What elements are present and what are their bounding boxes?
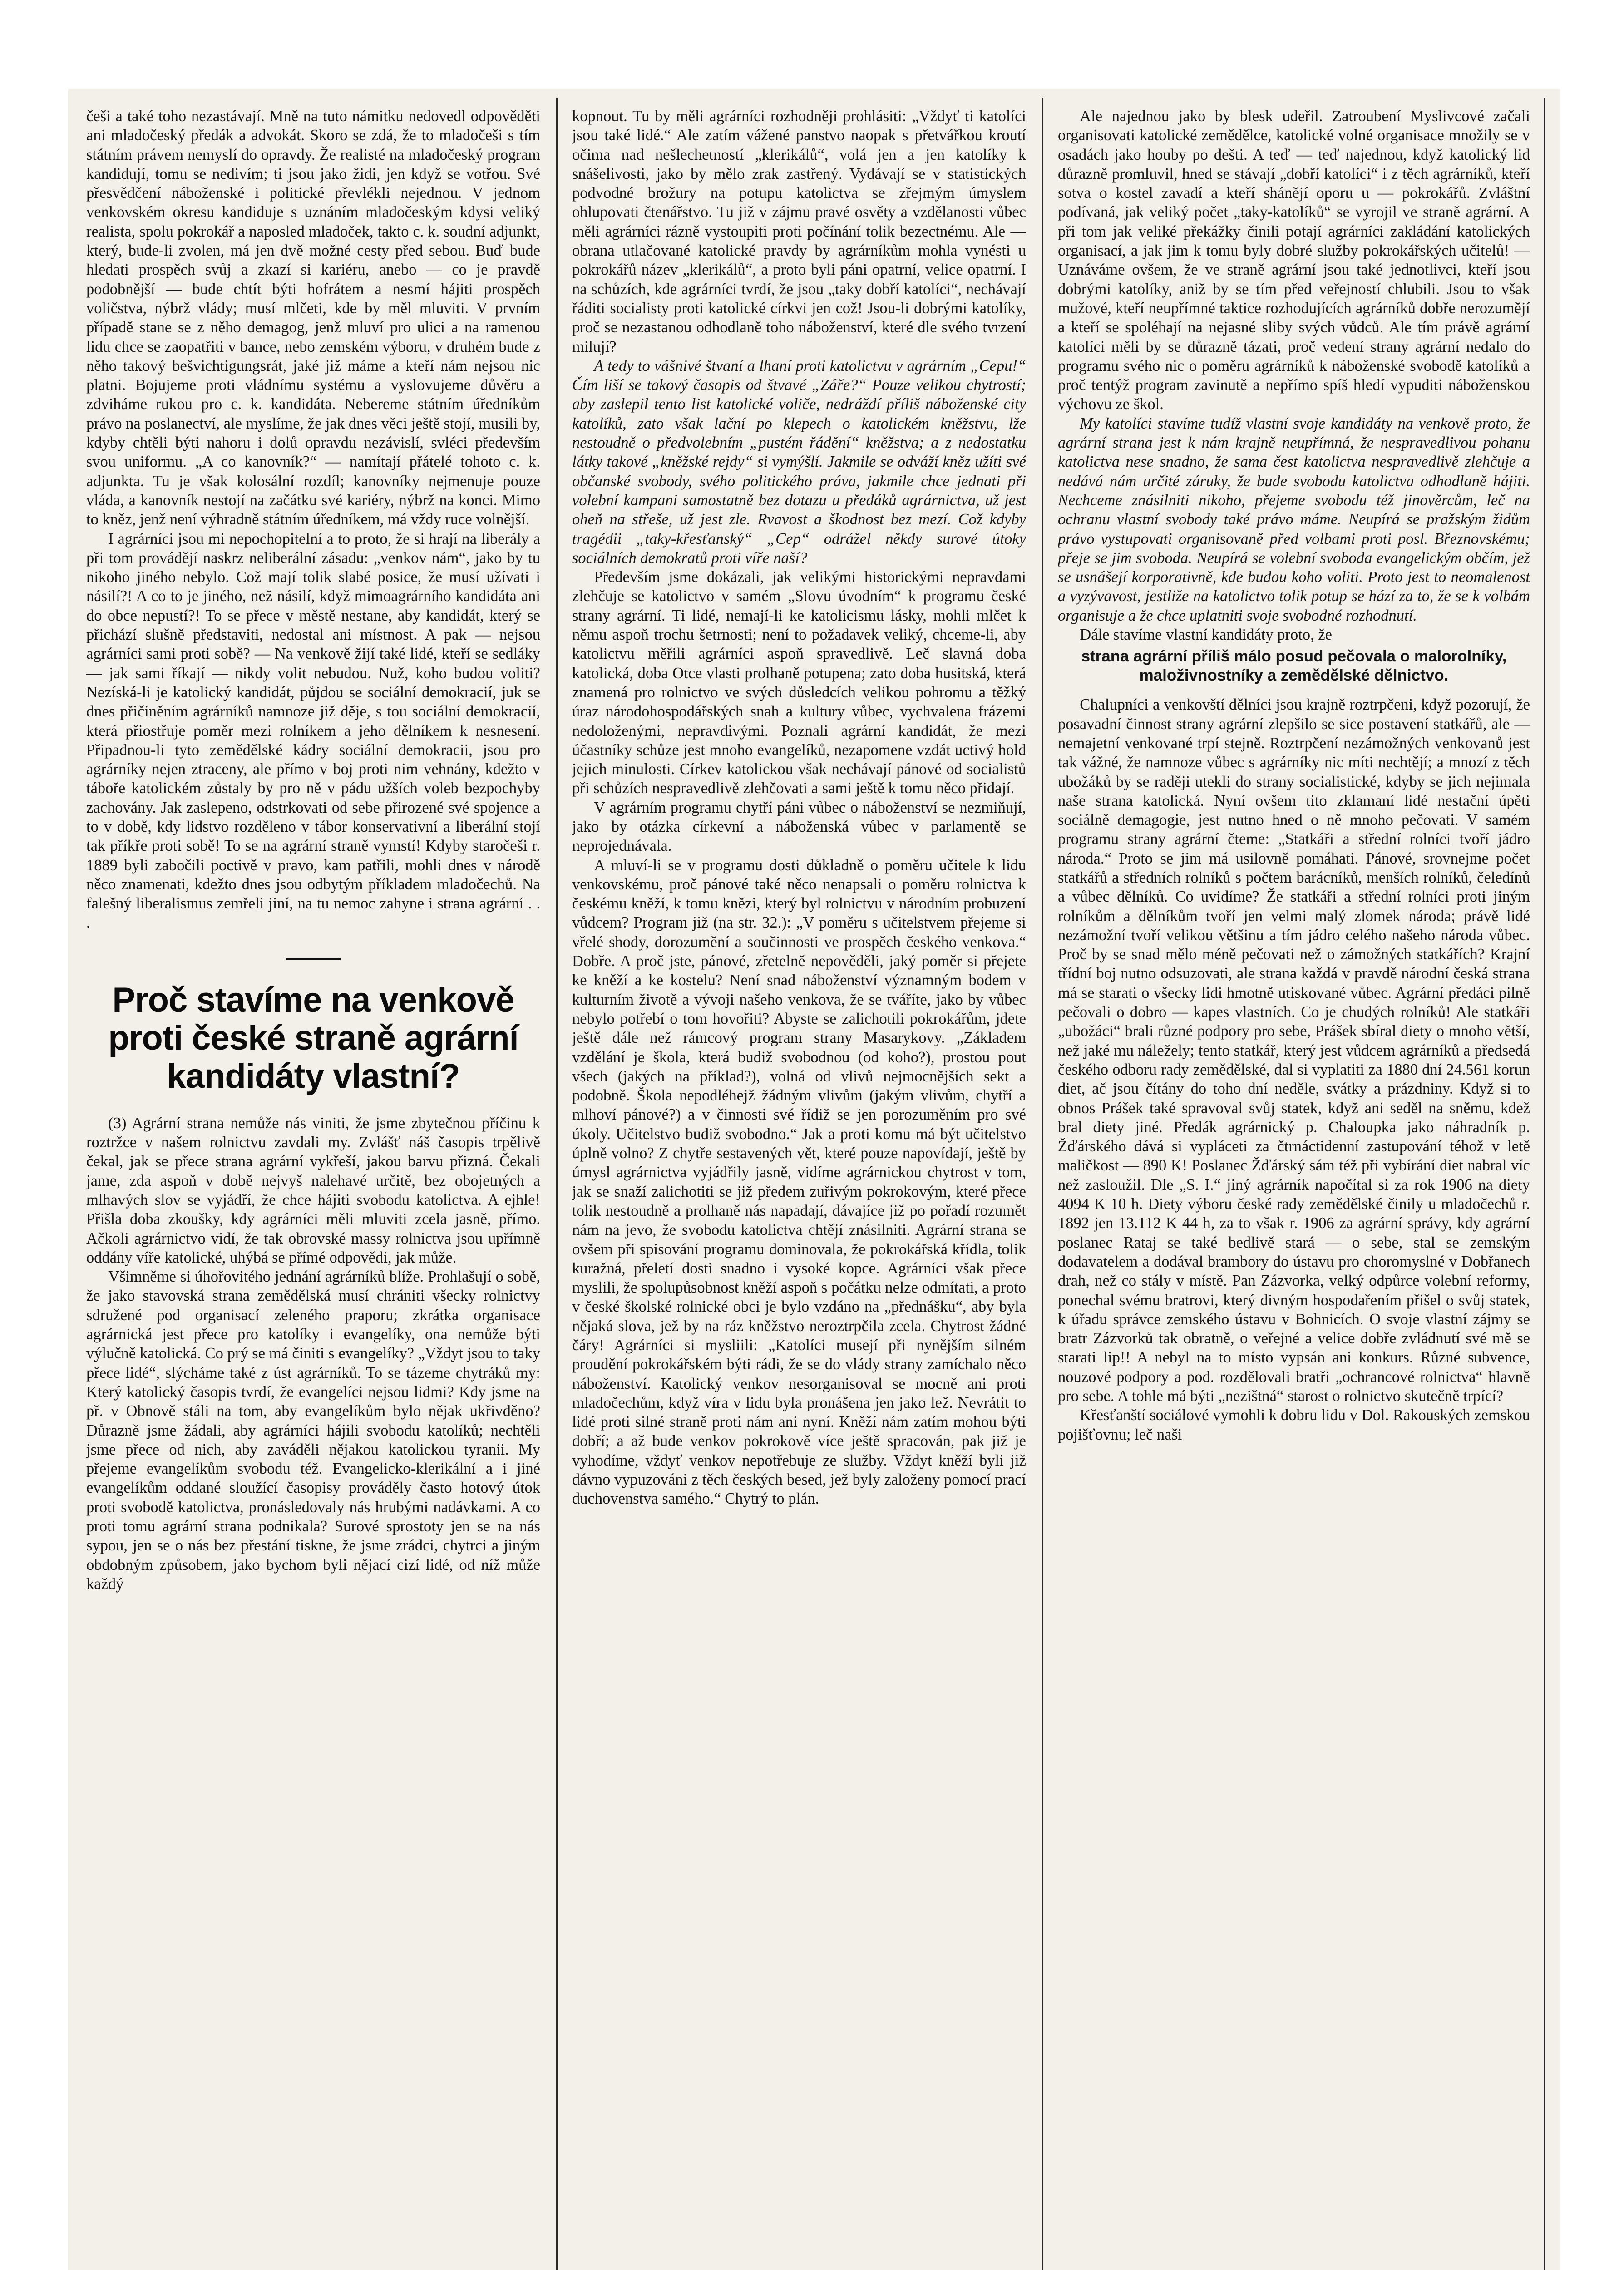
paragraph: češi a také toho nezastávají. Mně na tuto námitku nedovedl odpověděti ani mladočeský předák a advokát. Skoro se zdá, že to mladočeši s tím státním právem nemyslí do opravdy. Že realisté na mladočeský program kandidují, tomu se nedivím; ti jsou jako židi, jen když se votřou. Své přesvědčení náboženské i politické převlékli nejednou. V jednom venkovském okresu kandiduje s uznáním mladočeským kdysi veliký realista, spolu pokrokář a naposled mladoček, takto c. k. soudní adjunkt, který, bude-li zvolen, má jen dvě možné cesty před sebou. Buď bude hledati prospěch svůj a zkazí si kariéru, anebo — co je pravdě podobnější — bude chtít býti hofrátem a nesmí hájiti prospěch voličstva, nýbrž vlády; musí mlčeti, kde by měl mluviti. V prvním případě stane se z něho demagog, jenž mluví pro ulici a na ramenou lidu chce se zaopatřiti v bance, nebo zemském výboru, v druhém bude z něho takový bešvichtigungsrát, jaké již máme a kteří nám nejsou nic platni. Bojujeme proti vládnímu systému a vyslovujeme důvěru a zdviháme rukou pro c. k. kandidáta. Nebereme státním úředníkům právo na poslanectví, ale myslíme, že jak dnes věci ještě stojí, musili by, kdyby chtěli býti nahoru i dolů opravdu nezávislí, svléci především svou uniformu. „A co kanovník?“ — namítají přátelé tohoto c. k. adjunkta. Tu je však kolosální rozdíl; kanovníky nejmenuje pouze vláda, a kanovník nestojí na začátku své kariéry, nýbrž na konci. Mimo to kněz, jenž není výhradně státním úředníkem, má vždy ruce volnější. <box>86 108 540 528</box>
paragraph: (3) Agrární strana nemůže nás viniti, že jsme zbytečnou příčinu k roztržce v našem rolnictvu zavdali my. Zvlášť náš časopis trpělivě čekal, jak se přece strana agrární vykřeší, jakou barvu přizná. Čekali jame, zda aspoň v době nejvyš nalehavé určitě, bez obojetných a mlhavých slov se vyjádří, že chce hájiti svobodu katolictva. A ejhle! Přišla doba zkoušky, kdy agrárníci měli mluviti zcela jasně, přímo. Ačkoli agrárnictvo vidí, že tak obrovské massy rolnictva jsou upřímně oddány víře katolické, uhýbá se přímé odpovědi, jak může. <box>86 1114 540 1266</box>
paragraph: Chalupníci a venkovští dělníci jsou krajně roztrpčeni, když pozorují, že posavadní činnost strany agrární zlepšilo se sice postavení statkářů, ale — nemajetní venkované trpí stejně. Roztrpčení nezámožných venkovanů jest tak vážné, že namnoze vůbec s agrárníky nic míti nechtějí; a mnozí z těch ubožáků by se raději utekli do strany socialistické, kdyby se jich nejimala naše strana katolická. Nyní ovšem tito zklamaní lidé nestační úpěti sociálně demagogie, jest nutno hned o ně mnoho pečovati. V samém programu strany agrární čteme: „Statkáři a střední rolníci tvoří jádro národa.“ Proto se jim má usilovně pomáhati. Pánové, srovnejme počet statkářů a středních rolníků s počtem barácníků, menších rolníků, čeledínů a vůbec dělníků. Co uvidíme? Že statkáři a střední rolníci proti jiným rolníkům a dělníkům tvoří jen velmi malý zlomek národa; právě lidé nezámožní tvoří velikou většinu a tím jádro celého našeho národa vůbec. Proč by se snad mělo méně pečovati než o zámožných statkářích? Krajní třídní boj nutno odsuzovati, ale strana každá v pravdě národní česká strana má se starati o všecky lidi hmotně utiskované vůbec. Agrární předáci pilně pečovali o dobro — kapes vlastních. Co je chudých rolníků! Ale statkáři „ubožáci“ brali různé podpory pro sebe, Prášek sbíral diety o mnoho větší, než jaké mu náležely; tento statkář, který jest vůdcem agrárníků a předsedá českého odboru rady zemědělské, dal si vyplatiti za 1880 dní 24.561 korun diet, ač jsou čítány do toho dní neděle, svátky a prázdniny. Když si to obnos Prášek také spravoval svůj statek, když ani seděl na sněmu, kdež bral diety jiné. Předák agrárnický p. Chaloupka jako náhradník p. Žďárského dává si vypláceti za čtrnáctidenní zastupování téhož v letě maličkost — 890 K! Poslanec Žďárský sám též při vybírání diet nabral víc než zasloužil. Dle „S. I.“ jiný agrárník napočítal si za rok 1906 na diety 4094 K 10 h. Diety výboru české rady zemědělské činily u mladočechů r. 1892 jen 13.112 K 44 h, za to však r. 1906 za agrární správy, kdy agrární poslanec Rataj se také bedlivě stará — o sebe, stal se zemským dodavatelem a dodával brambory do ústavu pro choromyslné v Dobřanech drah, než co stály v místě. Pan Zázvorka, velký odpůrce volební reformy, ponechal svému bratrovi, který divným hospodařením přišel o svůj statek, k úřadu správce zemského ústavu v Bohnicích. O svoje vlastní zájmy se bratr Zázvorků tak obratně, o veřejné a velice dobře zvládnutí své mě se starati lip!! A nebyl na to místo vypsán ani konkurs. Různé subvence, nouzové podpory a pod. rozdělovali bratři „ochrancové rolnictva“ hlavně pro sebe. A tohle má býti „nezištná“ starost o rolnictvo skutečně trpící? <box>1058 696 1530 1405</box>
column-2 <box>572 107 1026 2270</box>
paragraph: Ale najednou jako by blesk udeřil. Zatroubení Myslivcové začali organisovati katolické zemědělce, katolické volné organisace množily se v osadách jako houby po dešti. A teď — teď najednou, když katolický lid důrazně promluvil, hned se stávají „dobří katolíci“ i z těch agrárníků, kteří sotva o kostel zavadí a kteří shánějí oporu u — pokrokářů. Zvláštní podívaná, jak veliký počet „taky-katolíků“ se vyrojil ve straně agrární. A při tom jak veliké překážky činili potají agrárníci zakládání katolických organisací, a jak jim k tomu byly dobré služby pokrokářských učitelů! — Uznáváme ovšem, že ve straně agrární jsou také jednotlivci, kteří jsou dobrými katolíky, aniž by se tím před veřejností chlubili. Jsou to však mužové, kteří neupřímné taktice rozhodujících agrárníků dobře nerozumějí a kteří se spoléhají na nejasné sliby svých vůdců. Ale tím právě agrární katolíci měli by se důrazně tázati, proč vedení strany agrární nedalo do programu svého nic o poměru agrárníků k náboženské svobodě katolíků a proč tentýž program zavinutě a nepřímo spíš hledí vypuditi náboženskou výchovu ze škol. <box>1058 108 1530 413</box>
article-heading: Proč stavíme na venkově proti české straně agrární kandidáty vlastní? <box>108 980 518 1096</box>
column-rule <box>1544 98 1545 2270</box>
paragraph: A tedy to vášnivé štvaní a lhaní proti katolictvu v agrárním „Cepu!“ Čím liší se takový časopis od štvavé „Záře?“ Pouze velikou chytrostí; aby zaslepil tento list katolické voliče, nedráždí příliš náboženské city katolíků, zato však lační po klepech o katolickém kněžstvu, lže nestoudně o předvolebním „pustém řádění“ kněžstva; a z nedostatku látky takové „kněžské rejdy“ si vymýšlí. Jakmile se odváží kněz užíti své občanské svobody, svého politického práva, jakmile chce jednati při volební kampani samostatně bez dotazu u předáků agrárnictva, už jest oheň na střeše, už jest zle. Rvavost a škodnost bez mezí. Což kdyby tragédii „taky-křesťanský“ „Cep“ odrážel někdy surové útoky sociálních demokratů proti víře naší? <box>572 357 1026 567</box>
paragraph: Křesťanští sociálové vymohli k dobru lidu v Dol. Rakouských zemskou pojišťovnu; leč naši <box>1058 1406 1530 1443</box>
paragraph: Především jsme dokázali, jak velikými historickými nepravdami zlehčuje se katolictvo v samém „Slovu úvodním“ k programu české strany agrární. Ti lidé, nemají-li ke katolicismu lásky, mohli mlčet k němu aspoň trochu šetrnosti; není to požadavek veliký, chceme-li, aby katolictvu měřili agrárníci aspoň spravedlivě. Leč slavná doba katolická, doba Otce vlasti prolhaně potupena; zato doba husitská, která znamená pro rolnictvo ve svých důsledcích velikou pohromu a těžký úraz národohospodářských snah a kultury vůbec, vychvalena frázemi nedoloženými, nepravdivými. Poznali agrární kandidát, že mezi účastníky schůze jest mnoho evangelíků, nezapomene vzdát uctivý hold jejich minulosti. Církev katolickou však nechávají pánové od socialistů při schůzích nespravedlivě zlehčovati a sami ještě k tomu něco přidají. <box>572 568 1026 797</box>
paragraph: A mluví-li se v programu dosti důkladně o poměru učitele k lidu venkovskému, proč pánové také něco nenapsali o poměru rolnictva k českému kněží, k tomu knězi, který byl rolnictvu v národním probuzení vůdcem? Program již (na str. 32.): „V poměru s učitelstvem přejeme si vřelé shody, dorozumění a součinnosti ve prospěch českého venkova.“ Dobře. A proč jste, pánové, zřetelně nepověděli, jaký poměr si přejete ke kněží a ke kostelu? Není snad náboženství významným bodem v kulturním životě a vývoji našeho venkova, že se tváříte, jako by vůbec nebylo potřebí o tom hovořiti? Abyste se zalichotili pokrokářům, jdete ještě dále než rámcový program strany Masarykovy. „Základem vzdělání je škola, která budiž svobodnou (od koho?), prostou pout všech (jakých na příklad?), volná od vlivů nejmocnějších sekt a podobně. Škola nepodléhejž žádným vlivům (jakým vlivům, chytří a mlhoví pánové?) a v činnosti své řídiž se jen porozuměním pro své úkoly. Učitelstvo budiž svobodno.“ Jak a proti komu má být učitelstvo úplně volno? Z chytře sestavených vět, které pouze napovídají, ještě by úmysl agrárnictva vyjádřily jasně, vidíme agrárnickou chytrost v tom, jak se snaží zalichotiti se již předem zuřivým pokrokovým, které přece tolik nestoudně a prolhaně nás napadají, dávajíce již po pořadí rozumět nám na jevo, že svobodu katolictva chtějí znásilniti. Agrární strana se ovšem při spisování programu dominovala, že pokrokářská křídla, tolik kuražná, přeletí dosti snadno i vysoké kopce. Agrárníci však přece myslili, že spolupůsobnost kněží aspoň s počátku nelze odmítati, a proto v české školské rolnické obci je bylo vzdáno na „přednášku“, aby byla nějaká slova, jež by na ráz kněžstvo neroztrpčila zcela. Chytrost žádné čáry! Agrárníci si mysliili: „Katolíci musejí při nynějším silném proudění pokrokářském býti rádi, že se do vlády strany zamíchalo něco náboženství. Katolický venkov nesorganisoval se mocně ani proti mladočechům, když víra v lidu byla pronášena jen jako lež. Nevrátit to lidé proti silné straně proti nám ani nyní. Kněží nám zatím mohou býti dobří; a až bude venkov pokrokově více ještě spracován, pak již je vyhodíme, vždyť venkov nepotřebuje ze služby. Vždyt kněží byli již dávno vypuzováni z těch českých besed, jež byly založeny pomocí prací duchovenstva samého.“ Chytrý to plán. <box>572 856 1026 1508</box>
paragraph: kopnout. Tu by měli agrárníci rozhodněji prohlásiti: „Vždyť ti katolíci jsou také lidé.“ Ale zatím vážené panstvo naopak s přetvářkou kroutí očima nad nešlechetností „klerikálů“, volá jen a jen katolíky k snášelivosti, jako by mělo zrak zastřený. Vydávají se v statistických podvodné brožury na potupu katolictva se zřejmým úmyslem ohlupovati čtenářstvo. Tu již v zájmu pravé osvěty a vzdělanosti vůbec měli agrárníci rázně vystoupiti proti počínání tolik bezectnému. Ale — obrana utlačované katolické pravdy by agrárníkům mohla vynésti u pokrokářů název „klerikálů“, a proto byli páni opatrní, velice opatrní. I na schůzích, kde agrárníci tvrdí, že jsou „taky dobří katolíci“, nechávají řáditi socialisty proti katolické církvi jen což! Jsou-li dobrými katolíky, proč se nezastanou odhodlaně toho náboženství, které dle svého tvrzení milují? <box>572 108 1026 355</box>
section-divider <box>286 958 341 960</box>
paragraph: V agrárním programu chytří páni vůbec o náboženství se nezmiňují, jako by otázka církevní a náboženská vůbec v parlamentě se neprojednávala. <box>572 799 1026 855</box>
paragraph: Dále stavíme vlastní kandidáty proto, že <box>1080 626 1332 644</box>
bold-statement: strana agrární příliš málo posud pečovala o malorolníky, maloživnostníky a zemědělské dělnictvo. <box>1081 647 1507 685</box>
paragraph: I agrárníci jsou mi nepochopitelní a to proto, že si hrají na liberály a při tom provádějí naskrz neliberální zásadu: „venkov nám“, jako by tu nikoho jiného nebylo. Což mají tolik slabé posice, že musí užívati i násilí?! A co to je jiného, než násilí, když mimoagrárního kandidáta ani do obce nepustí?! To se přece v městě nestane, aby kandidát, který se přichází slušně představiti, nedostal ani místnost. A pak — nejsou agrárníci sami proti sobě? — Na venkově žijí také lidé, kteří se sedláky — jak sami říkají — nikdy volit nebudou. Nuž, koho budou voliti? Nezíská-li je katolický kandidát, půjdou se sociální demokracií, juk se dnes přičiněním agrárníků namnoze již děje, s tou sociální demokracií, která přiostřuje poměr mezi rolníkem a jeho dělníkem k nesnesení. Připadnou-li tyto zemědělské kádry sociální demokracii, jsou pro agrárníky nejen ztraceny, ale přímo v boj proti nim vehnány, kdežto v táboře katolickém zůstaly by pro ně v pádu užších voleb bezpochyby zachovány. Jak zaslepeno, odstrkovati od sebe přirozené své spojence a to v době, kdy lidstvo rozděleno v tábor konservativní a liberální stojí tak příkře proti sobě! To se na agrární straně vymstí! Kdyby staročeši r. 1889 byli zabočili poctivě v pravo, kam patřili, mohli dnes v národě něco znamenati, kdežto dnes jsou odbytým příkladem mladočechů. Na falešný liberalismus zemřeli jiní, na tu nemoc zahyne i strana agrární . . . <box>86 530 540 932</box>
paragraph: My katolíci stavíme tudíž vlastní svoje kandidáty na venkově proto, že agrární strana jest k nám krajně neupřímná, že nespravedlivou pohanu katolictva nese snadno, že sama čest katolictva nespravedlivě zlehčuje a nedává nám určité záruky, že bude svobodu katolictva odhodlaně hájiti. Nechceme znásilniti nikoho, přejeme svobodu též jinověrcům, leč na ochranu vlastní svobody také právo máme. Neupírá se pražským židům právo vystupovati organisovaně před volbami proti posl. Březnovskému; přeje se jim svoboda. Neupírá se volební svoboda evangelickým občím, jež se usnášejí korporativně, kde budou koho voliti. Proto jest to neomalenost a vyzývavost, jestliže na katolictvo tolik potup se hází za to, že se k volbám organisuje a že chce uplatniti svoje svobodné rozhodnutí. <box>1058 415 1530 624</box>
column-1 <box>86 107 540 2270</box>
column-3 <box>1058 107 1530 2270</box>
column-rule <box>556 98 558 2270</box>
column-rule <box>1042 98 1043 2270</box>
newspaper-page <box>68 89 1560 2270</box>
paragraph: Všimněme si úhořovitého jednání agrárníků blíže. Prohlašují o sobě, že jako stavovská strana zemědělská musí chrániti všecky rolnictvy sdružené pod organisací zeleného praporu; zkrátka organisace agrárnická jest přece pro katolíky i evangelíky, ona nemůže býti výlučně katolická. Co prý se má činiti s evangelíky? „Vždyt jsou to taky přece lidé“, slýcháme také z úst agrárníků. To se tázeme chytráků my: Který katolický časopis tvrdí, že evangelíci nejsou lidmi? Kdy jsme na př. v Obnově stáli na tom, aby evangelíkům bylo nějak ukřivděno? Důrazně jsme žádali, aby agrárníci hájili svobodu katolíků; nechtěli jsme přece od nich, aby zaváděli nějakou katolickou tyranii. My přejeme evangelíkům svobodu též. Evangelicko-klerikální a i jiné evangelíkům oddané sloužící časopisy prováděly často hotový útok proti svobodě katolictva, pronásledovaly nás hrubými nadávkami. A co proti tomu agrární strana podnikala? Surové sprostoty jen se na nás sypou, jen se o nás bez přestání tiskne, že jsme zrádci, chytrci a jiným obdobným způsobem, jako bychom byli nějací cizí lidé, od níž může každý <box>86 1268 540 1593</box>
